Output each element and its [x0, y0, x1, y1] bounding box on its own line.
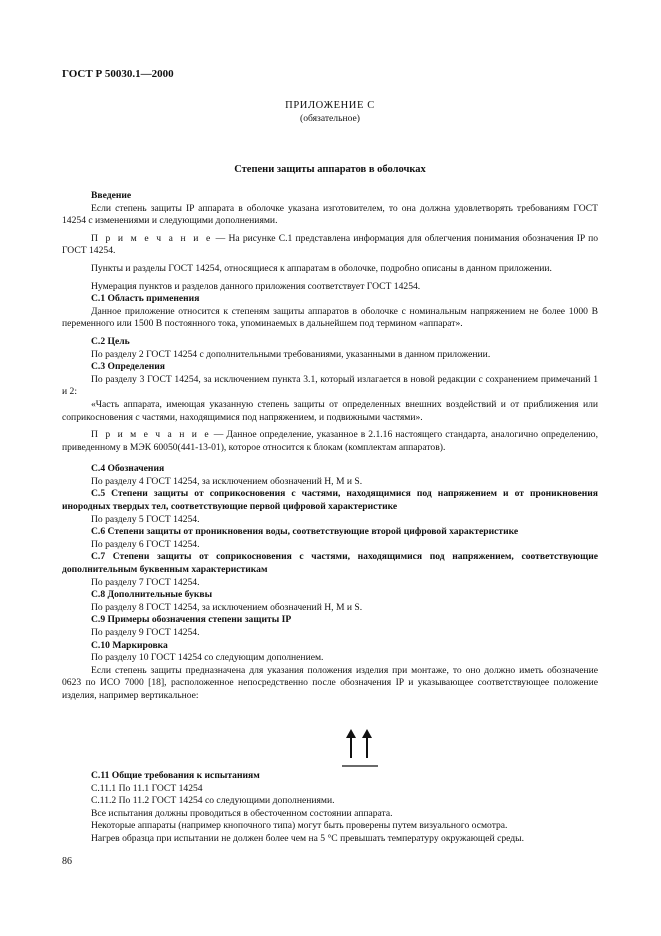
- appendix-subtitle: (обязательное): [300, 113, 360, 124]
- c11-line-2: С.11.2 По 11.2 ГОСТ 14254 со следующими дополнениями.: [91, 795, 335, 807]
- intro-paragraph-1: Если степень защиты IP аппарата в оболочке указана изготовителем, то она должна удовлетворять требованиям ГОСТ 14254 с изменениями и следующими дополнениями.: [62, 202, 598, 227]
- c4-heading: С.4 Обозначения: [91, 463, 165, 475]
- c11-heading: С.11 Общие требования к испытаниям: [91, 770, 260, 781]
- c11-line-1: С.11.1 По 11.1 ГОСТ 14254: [91, 782, 203, 794]
- page-number: 86: [62, 856, 72, 867]
- appendix-title: ПРИЛОЖЕНИЕ С: [285, 100, 375, 111]
- c10-text-2: Если степень защиты предназначена для указания положения изделия при монтаже, то оно должно иметь обозначение 0623 по ИСО 7000 [18], расположенное непосредственно после обозначения IP и указывающее соответствующее положение изделия, например вертикальное:: [62, 664, 598, 701]
- c10-text-1: По разделу 10 ГОСТ 14254 со следующим дополнением.: [91, 652, 324, 664]
- c2-heading: С.2 Цель: [91, 335, 130, 347]
- c7-text: По разделу 7 ГОСТ 14254.: [91, 576, 200, 588]
- c5-text: По разделу 5 ГОСТ 14254.: [91, 513, 200, 525]
- c11-line-5: Нагрев образца при испытании не должен более чем на 5 °С превышать температуру окружающей среды.: [91, 832, 524, 844]
- note-label: П р и м е ч а н и е: [91, 429, 211, 441]
- c1-text: Данное приложение относится к степеням защиты аппаратов в оболочке с номинальным напряжением не более 1000 В переменного или 1500 В постоянного тока, упоминаемых в дальнейшем под термином «аппарат».: [62, 305, 598, 330]
- intro-heading: Введение: [91, 190, 132, 201]
- intro-paragraph-2: Пункты и разделы ГОСТ 14254, относящиеся к аппаратам в оболочке, подробно описаны в данном приложении.: [91, 262, 552, 274]
- c5-heading: С.5 Степени защиты от соприкосновения с частями, находящимися под напряжением и от проникновения инородных твердых тел, соответствующие первой цифровой характеристике: [62, 488, 598, 513]
- c3-heading: С.3 Определения: [91, 361, 165, 373]
- c3-text-1: По разделу 3 ГОСТ 14254, за исключением пункта 3.1, который излагается в новой редакции с сохранением примечаний 1 и 2:: [62, 373, 598, 398]
- c3-text-2: «Часть аппарата, имеющая указанную степень защиты от определенных внешних воздействий и от приближения или соприкосновения с частями, находящимися под напряжением, и подвижными частями».: [62, 398, 598, 423]
- c4-text: По разделу 4 ГОСТ 14254, за исключением обозначений H, M и S.: [91, 475, 363, 487]
- document-code: ГОСТ Р 50030.1—2000: [62, 68, 174, 80]
- note-text: — На рисунке С.1 представлена информация для облегчения понимания обозначения IP по ГОСТ 14254.: [62, 232, 599, 257]
- c10-heading: С.10 Маркировка: [91, 639, 168, 651]
- intro-note: [62, 233, 598, 258]
- c9-text: По разделу 9 ГОСТ 14254.: [91, 627, 200, 638]
- main-title: Степени защиты аппаратов в оболочках: [234, 164, 426, 175]
- c11-line-4: Некоторые аппараты (например кнопочного типа) могут быть проверены путем визуального осмотра.: [91, 820, 508, 832]
- c7-heading: С.7 Степени защиты от соприкосновения с частями, находящимися под напряжением, соответствующие дополнительным буквенным характеристикам: [62, 551, 598, 576]
- c9-heading: С.9 Примеры обозначения степени защиты IP: [91, 614, 292, 626]
- c11-line-3: Все испытания должны проводиться в обесточенном состоянии аппарата.: [91, 807, 393, 819]
- c2-text: По разделу 2 ГОСТ 14254 с дополнительными требованиями, указанными в данном приложении.: [91, 348, 491, 360]
- c11-section: [62, 770, 598, 846]
- intro-paragraph-3: Нумерация пунктов и разделов данного приложения соответствует ГОСТ 14254.: [91, 280, 421, 292]
- c8-heading: С.8 Дополнительные буквы: [91, 589, 213, 601]
- intro-section: [62, 190, 598, 703]
- c6-text: По разделу 6 ГОСТ 14254.: [91, 538, 200, 550]
- c1-heading: С.1 Область применения: [91, 293, 200, 305]
- c8-text: По разделу 8 ГОСТ 14254, за исключением обозначений H, M и S.: [91, 601, 363, 613]
- vertical-position-arrows-icon: [338, 728, 382, 768]
- c6-heading: С.6 Степени защиты от проникновения воды, соответствующие второй цифровой характеристике: [91, 526, 519, 538]
- c3-note: [62, 429, 598, 454]
- note-text: — Данное определение, указанное в 2.1.16 настоящего стандарта, аналогично определению, приведенному в МЭК 60050(441-13-01), которое относится к блокам (комплектам аппаратов).: [62, 429, 598, 453]
- note-label: П р и м е ч а н и е: [91, 232, 213, 244]
